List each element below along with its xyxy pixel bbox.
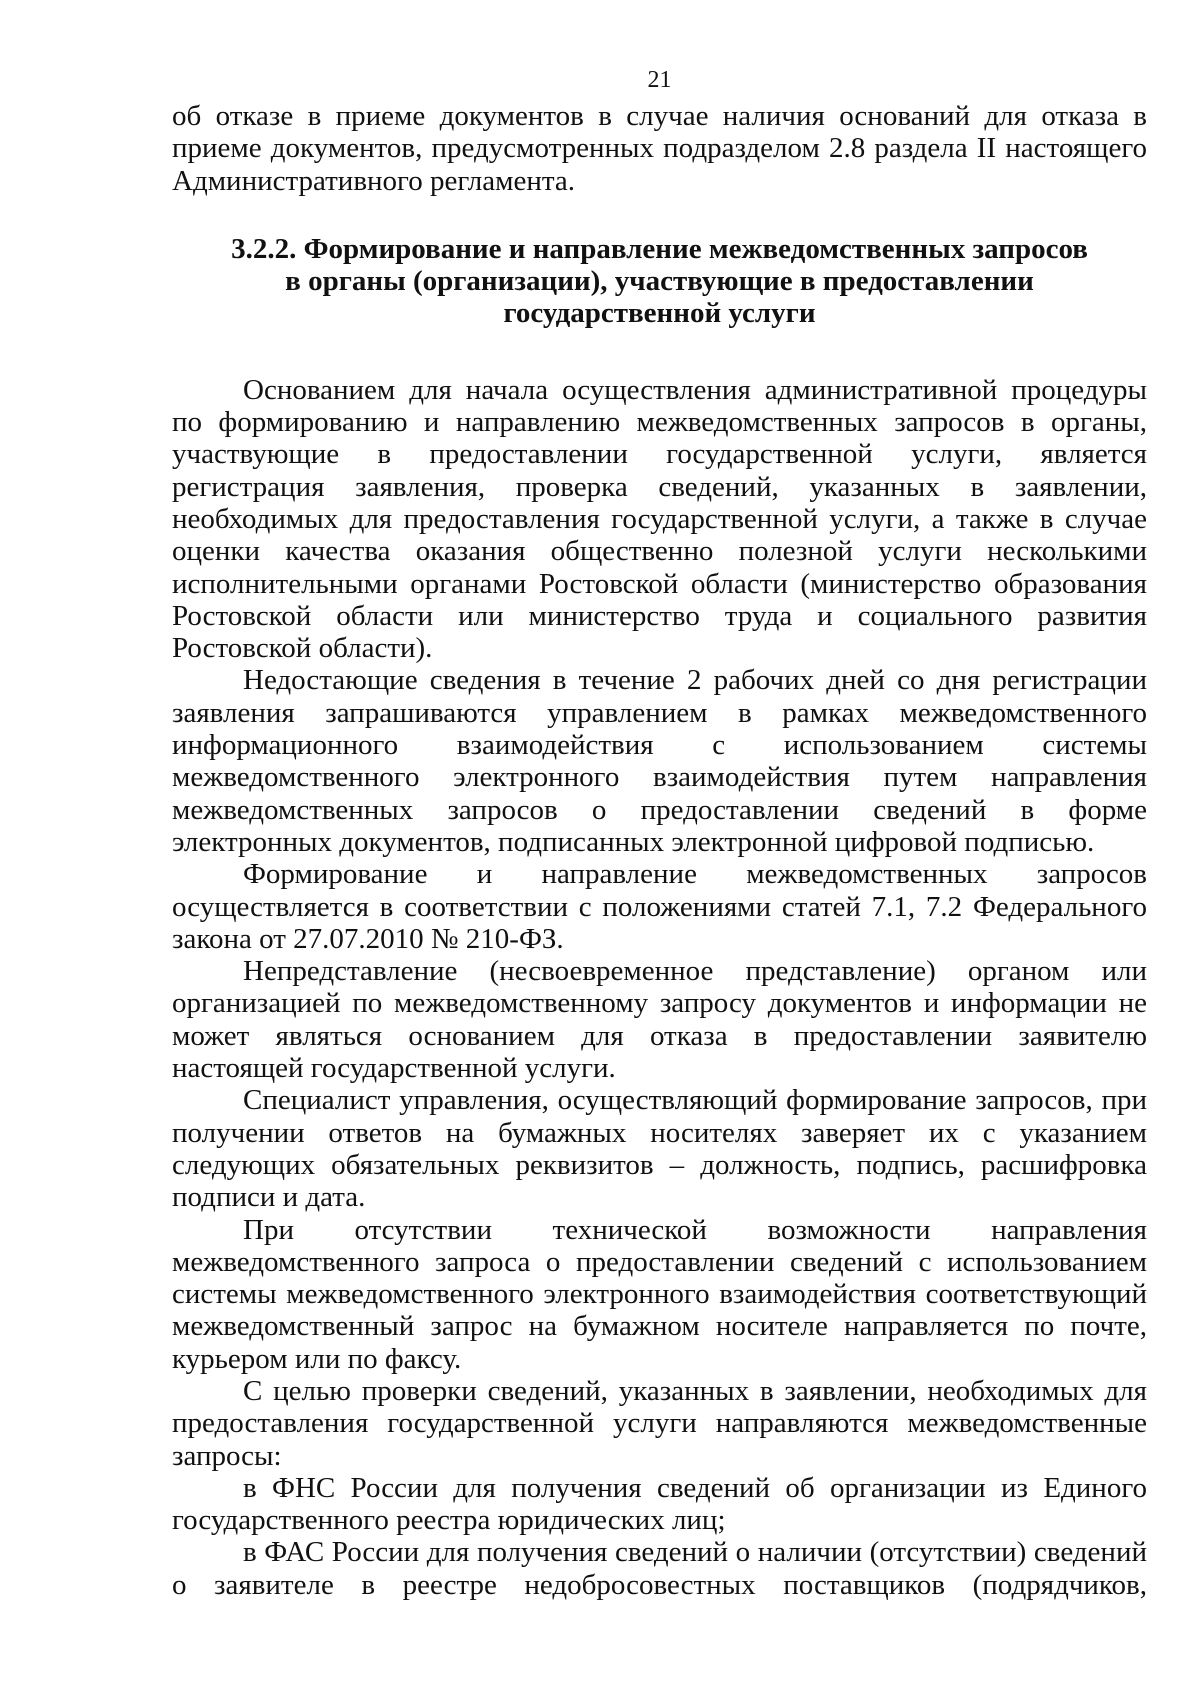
intro-paragraph: об отказе в приеме документов в случае наличия оснований для отказа в приеме документов, предусмотренных подразделом 2.8 раздела II настоящего Административного регламента. <box>172 100 1147 197</box>
body-paragraph: Формирование и направление межведомственных запросов осуществляется в соответствии с положениями статей 7.1, 7.2 Федерального закона от 27.07.2010 № 210-ФЗ. <box>172 858 1147 955</box>
section-heading-line: в органы (организации), участвующие в предоставлении <box>285 265 1034 298</box>
section-heading <box>172 233 1147 330</box>
body-paragraph: Недостающие сведения в течение 2 рабочих дней со дня регистрации заявления запрашиваются управлением в рамках межведомственного информационного взаимодействия с использованием системы межведомственного электронного взаимодействия путем направления межведомственных запросов о предоставлении сведений в форме электронных документов, подписанных электронной цифровой подписью. <box>172 664 1147 858</box>
body-paragraph: Основанием для начала осуществления административной процедуры по формированию и направлению межведомственных запросов в органы, участвующие в предоставлении государственной услуги, является регистрация заявления, проверка сведений, указанных в заявлении, необходимых для предоставления государственной услуги, а также в случае оценки качества оказания общественно полезной услуги несколькими исполнительными органами Ростовской области (министерство образования Ростовской области или министерство труда и социального развития Ростовской области). <box>172 373 1147 665</box>
body-paragraph: При отсутствии технической возможности направления межведомственного запроса о предоставлении сведений с использованием системы межведомственного электронного взаимодействия соответствующий межведомственный запрос на бумажном носителе направляется по почте, курьером или по факсу. <box>172 1213 1147 1375</box>
section-heading-line: 3.2.2. Формирование и направление межведомственных запросов <box>231 232 1088 265</box>
body-paragraph: в ФАС России для получения сведений о наличии (отсутствии) сведений о заявителе в реестре недобросовестных поставщиков (подрядчиков, <box>172 1536 1147 1601</box>
section-heading-line: государственной услуги <box>503 297 816 330</box>
body-paragraph: в ФНС России для получения сведений об организации из Единого государственного реестра юридических лиц; <box>172 1471 1147 1537</box>
document-page <box>172 66 1147 1601</box>
body-paragraph: Непредставление (несвоевременное представление) органом или организацией по межведомственному запросу документов и информации не может являться основанием для отказа в предоставлении заявителю настоящей государственной услуги. <box>172 955 1147 1085</box>
body-paragraph: Специалист управления, осуществляющий формирование запросов, при получении ответов на бумажных носителях заверяет их с указанием следующих обязательных реквизитов – должность, подпись, расшифровка подписи и дата. <box>172 1084 1147 1214</box>
page-number: 21 <box>647 67 672 93</box>
body-paragraph: С целью проверки сведений, указанных в заявлении, необходимых для предоставления государственной услуги направляются межведомственные запросы: <box>172 1374 1147 1472</box>
